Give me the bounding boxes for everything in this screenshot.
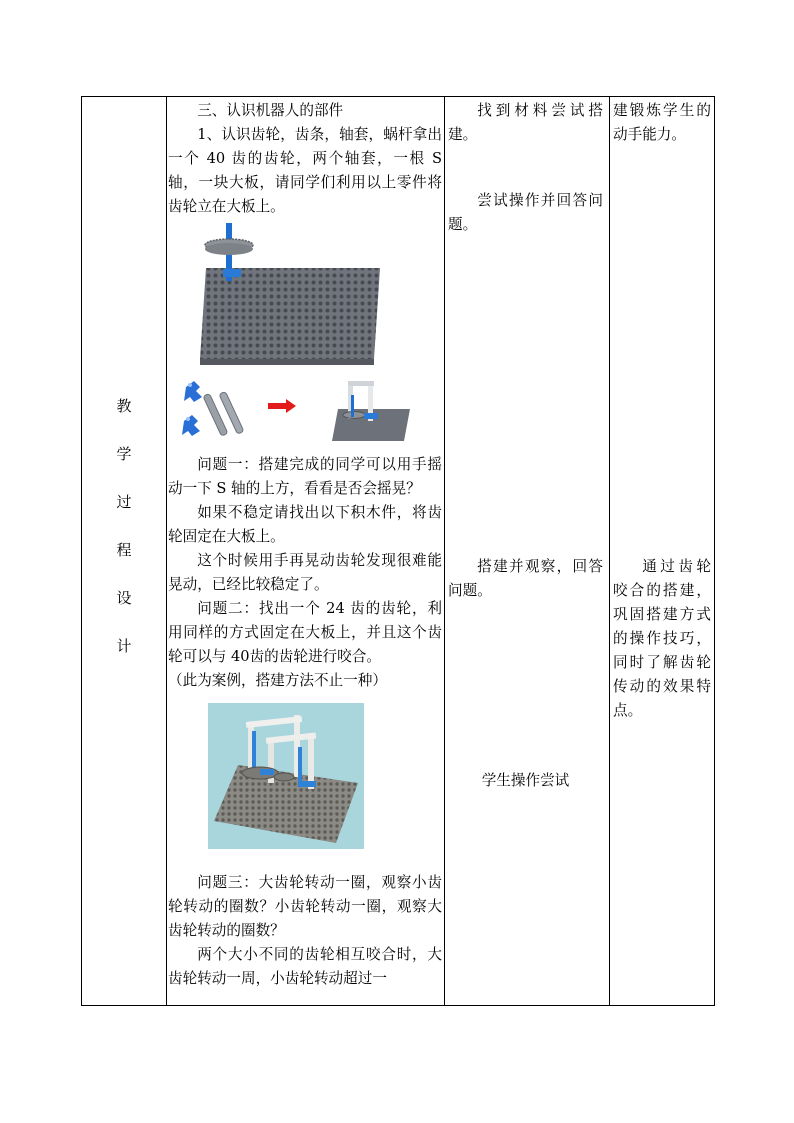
design-intent-2: 通过齿轮咬合的搭建，巩固搭建方式的操作技巧，同时了解齿轮传动的效果特点。: [613, 558, 711, 719]
row-label-char: 程: [116, 541, 132, 559]
unstable-instruction: 如果不稳定请找出以下积木件，将齿轮固定在大板上。: [168, 504, 442, 545]
student-activity-3: 搭建并观察，回答问题。: [448, 558, 603, 599]
parts-to-assembly-illustration: [168, 373, 438, 447]
figure-parts-assembly: [168, 373, 442, 447]
question-two: 问题二：找出一个 24 齿的齿轮，利用同样的方式固定在大板上，并且这个齿轮可以与 40齿的齿轮进行咬合。: [168, 600, 442, 665]
intro-paragraph: 1、认识齿轮，齿条，轴套，蜗杆拿出一个 40 齿的齿轮，两个轴套，一根 S 轴，一块大板，请同学们利用以上零件将齿轮立在大板上。: [168, 126, 442, 215]
row-label-char: 计: [116, 637, 132, 655]
stable-observation: 这个时候用手再晃动齿轮发现很难能晃动，已经比较稳定了。: [168, 552, 442, 593]
gear-meshing-photo: [208, 703, 364, 849]
baseplate-gear-illustration: [198, 223, 388, 371]
student-activity-cell: [444, 97, 609, 1005]
lesson-table: [81, 96, 715, 1006]
design-intent-cell: [609, 97, 714, 1005]
row-label-cell: [82, 97, 166, 1005]
section-title: 三、认识机器人的部件: [197, 102, 344, 119]
example-note: （此为案例，搭建方法不止一种）: [168, 672, 387, 689]
student-activity-2: 尝试操作并回答问题。: [448, 192, 603, 233]
question-three: 问题三：大齿轮转动一圈，观察小齿轮转动的圈数？小齿轮转动一圈，观察大齿轮转动的圈数？: [168, 874, 442, 939]
teaching-content-cell: [166, 97, 444, 1005]
question-one: 问题一：搭建完成的同学可以用手摇动一下 S 轴的上方，看看是否会摇晃？: [168, 456, 442, 497]
row-label-char: 教: [116, 397, 132, 415]
row-label-char: 过: [116, 493, 132, 511]
figure-gear-on-baseplate: [198, 223, 442, 371]
meshing-conclusion: 两个大小不同的齿轮相互咬合时，大齿轮转动一周，小齿轮转动超过一: [168, 946, 442, 987]
student-activity-1: 找到材料尝试搭建。: [448, 102, 603, 143]
figure-gear-meshing-photo: [208, 703, 442, 849]
row-label: [82, 382, 166, 670]
row-label-char: 设: [116, 589, 132, 607]
row-label-char: 学: [116, 445, 132, 463]
student-activity-4: 学生操作尝试: [481, 772, 570, 789]
design-intent-1: 建锻炼学生的动手能力。: [613, 102, 711, 143]
